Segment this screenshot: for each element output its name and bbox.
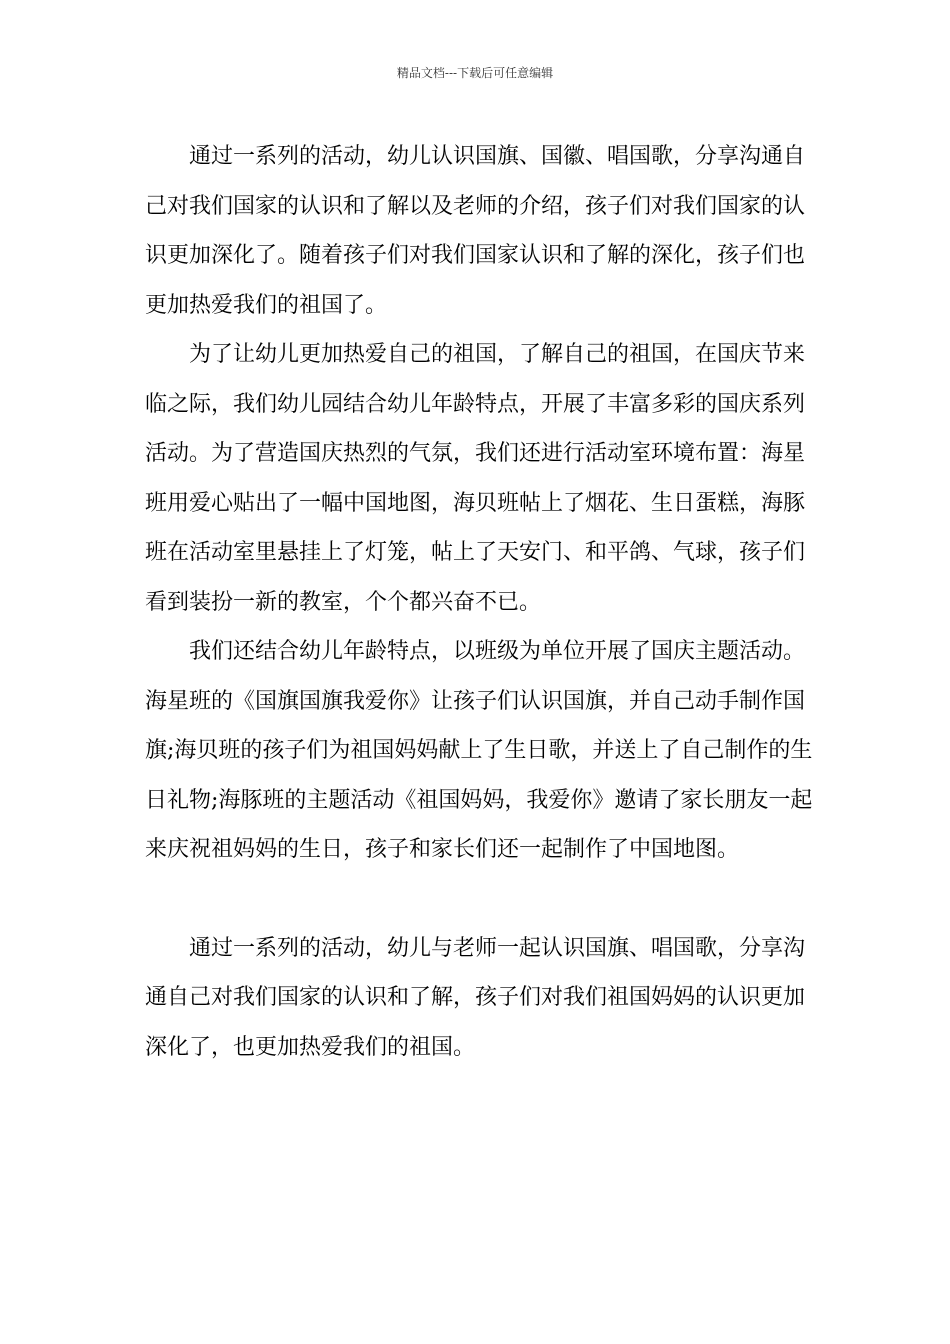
page-header: 精品文档---下载后可任意编辑 <box>396 66 554 80</box>
paragraph-4: 通过一系列的活动，幼儿与老师一起认识国旗、唱国歌，分享沟通自己对我们国家的认识和了解，孩子们对我们祖国妈妈的认识更加深化了，也更加热爱我们的祖国。 <box>145 935 806 1060</box>
paragraph-2: 为了让幼儿更加热爱自己的祖国，了解自己的祖国，在国庆节来临之际，我们幼儿园结合幼儿年龄特点，开展了丰富多彩的国庆系列活动。为了营造国庆热烈的气氛，我们还进行活动室环境布置：海星班用爱心贴出了一幅中国地图，海贝班帖上了烟花、生日蛋糕，海豚班在活动室里悬挂上了灯笼，帖上了天安门、和平鸽、气球，孩子们看到装扮一新的教室，个个都兴奋不已。 <box>145 342 806 615</box>
paragraph-3: 我们还结合幼儿年龄特点，以班级为单位开展了国庆主题活动。海星班的《国旗国旗我爱你》让孩子们认识国旗，并自己动手制作国旗;海贝班的孩子们为祖国妈妈献上了生日歌，并送上了自己制作的生日礼物;海豚班的主题活动《祖国妈妈，我爱你》邀请了家长朋友一起来庆祝祖妈妈的生日，孩子和家长们还一起制作了中国地图。 <box>145 639 813 862</box>
document-body <box>145 132 821 1072</box>
paragraph-1: 通过一系列的活动，幼儿认识国旗、国徽、唱国歌，分享沟通自己对我们国家的认识和了解以及老师的介绍，孩子们对我们国家的认识更加深化了。随着孩子们对我们国家认识和了解的深化，孩子们也更加热爱我们的祖国了。 <box>145 144 806 318</box>
